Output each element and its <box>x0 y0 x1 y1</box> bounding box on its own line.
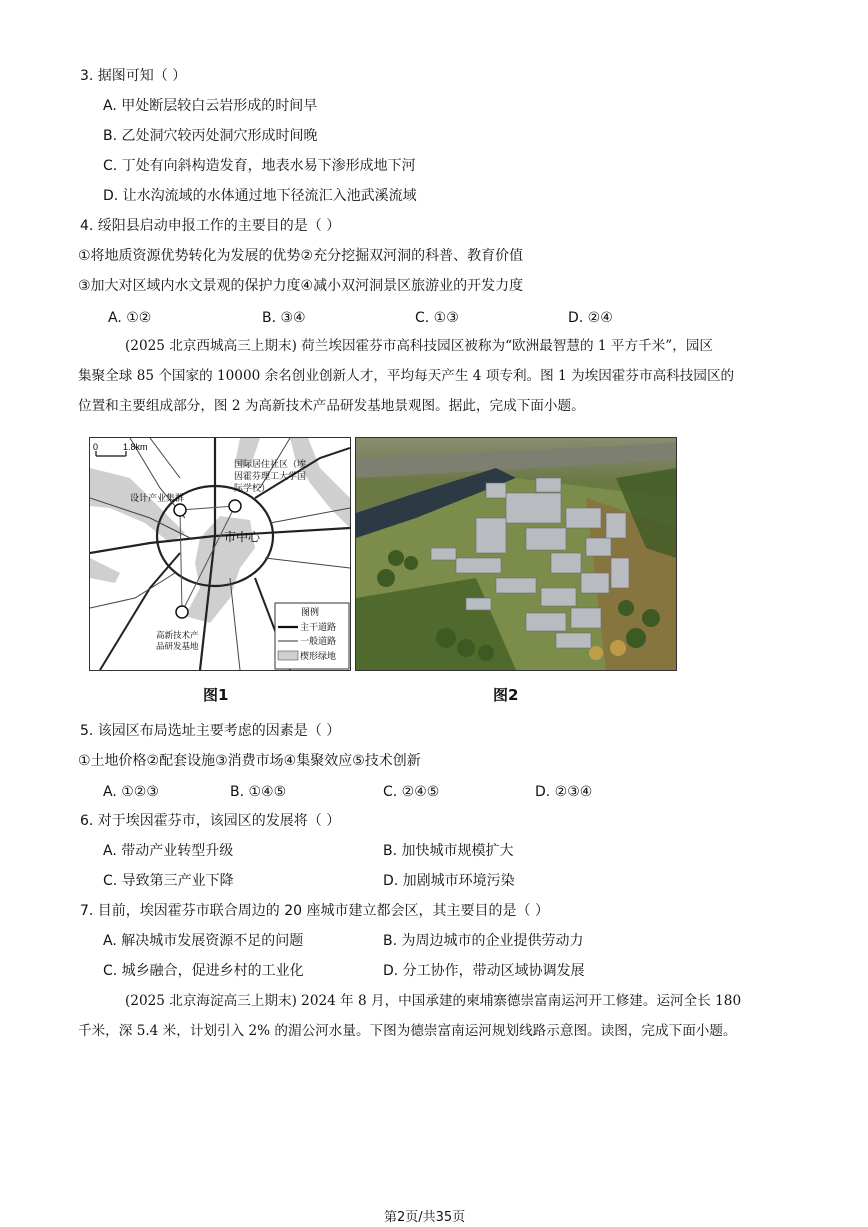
label-design: 设计产业集群 <box>130 494 185 504</box>
q4-option-d: D. ②④ <box>568 310 613 326</box>
q3-option-c: C. 丁处有向斜构造发育，地表水易下渗形成地下河 <box>103 158 416 174</box>
q3-stem: 3. 据图可知（ ） <box>80 68 187 84</box>
page-number: 第2页/共35页 <box>384 1210 466 1225</box>
legend-main-road: 主干道路 <box>300 623 337 633</box>
q4-option-c: C. ①③ <box>415 310 459 326</box>
figure-1-caption: 图1 <box>203 686 229 704</box>
q3-option-a: A. 甲处断层较白云岩形成的时间早 <box>103 98 318 114</box>
label-rd-2: 品研发基地 <box>156 642 199 652</box>
map-svg <box>90 438 350 670</box>
legend-green: 楔形绿地 <box>300 652 337 662</box>
q5-option-d: D. ②③④ <box>535 784 593 800</box>
q7-option-c: C. 城乡融合，促进乡村的工业化 <box>103 963 304 979</box>
green-wedge-west <box>90 468 185 543</box>
passage1-line3: 位置和主要组成部分，图 2 为高新技术产品研发基地景观图。据此，完成下面小题。 <box>78 398 585 414</box>
figure-1-map <box>89 437 351 671</box>
green-wedge-southwest <box>90 558 120 583</box>
passage2-line2: 千米，深 5.4 米，计划引入 2% 的湄公河水量。下图为德崇富南运河规划线路示意图。读图，完成下面小题。 <box>78 1023 737 1039</box>
q7-option-b: B. 为周边城市的企业提供劳动力 <box>383 933 584 949</box>
q5-items: ①土地价格②配套设施③消费市场④集聚效应⑤技术创新 <box>78 753 421 769</box>
q6-option-d: D. 加剧城市环境污染 <box>383 873 515 889</box>
road-5 <box>265 558 350 568</box>
road-7 <box>150 438 180 478</box>
figure-2-caption: 图2 <box>493 686 519 704</box>
q7-stem: 7. 目前，埃因霍芬市联合周边的 20 座城市建立都会区，其主要目的是（ ） <box>80 903 549 919</box>
intl-community-marker <box>229 500 241 512</box>
q4-option-a: A. ①② <box>108 310 152 326</box>
q4-items-1: ①将地质资源优势转化为发展的优势②充分挖掘双河洞的科普、教育价值 <box>78 248 524 264</box>
aerial-photo-svg <box>356 438 676 670</box>
building-1 <box>506 493 561 523</box>
q5-option-a: A. ①②③ <box>103 784 159 800</box>
design-cluster-marker <box>174 504 186 516</box>
label-rd-1: 高新技术产 <box>156 631 199 641</box>
road-4 <box>230 578 240 670</box>
q4-stem: 4. 绥阳县启动申报工作的主要目的是（ ） <box>80 218 341 234</box>
q4-option-b: B. ③④ <box>262 310 306 326</box>
q3-option-d: D. 让水沟流域的水体通过地下径流汇入池武溪流域 <box>103 188 417 204</box>
link-line-1 <box>180 506 235 510</box>
q6-stem: 6. 对于埃因霍芬市，该园区的发展将（ ） <box>80 813 341 829</box>
legend-road: 一般道路 <box>300 637 337 647</box>
q5-stem: 5. 该园区布局选址主要考虑的因素是（ ） <box>80 723 341 739</box>
passage1-line1: (2025 北京西城高三上期末) 荷兰埃因霍芬市高科技园区被称为“欧洲最智慧的 1 平方千米”，园区 <box>125 338 713 354</box>
label-center: 市中心 <box>224 530 261 544</box>
link-line-2 <box>180 510 182 612</box>
scale-zero: 0 <box>93 442 99 452</box>
legend-green-swatch <box>278 651 298 660</box>
label-intl-2: 因霍芬理工大学国 <box>234 472 307 482</box>
passage2-line1: (2025 北京海淀高三上期末) 2024 年 8 月，中国承建的柬埔寨德崇富南运河开工修建。运河全长 180 <box>125 993 742 1009</box>
q7-option-a: A. 解决城市发展资源不足的问题 <box>103 933 304 949</box>
scale-label: 1.8km <box>123 442 148 452</box>
label-intl-3: 际学校） <box>234 484 271 494</box>
passage1-line2: 集聚全球 85 个国家的 10000 余名创业创新人才，平均每天产生 4 项专利。图 1 为埃因霍芬市高科技园区的 <box>78 368 735 384</box>
q6-option-a: A. 带动产业转型升级 <box>103 843 234 859</box>
q7-option-d: D. 分工协作，带动区域协调发展 <box>383 963 585 979</box>
q6-option-c: C. 导致第三产业下降 <box>103 873 234 889</box>
q3-option-b: B. 乙处洞穴较丙处洞穴形成时间晚 <box>103 128 318 144</box>
q4-items-2: ③加大对区域内水文景观的保护力度④减小双河洞景区旅游业的开发力度 <box>78 278 524 294</box>
q6-option-b: B. 加快城市规模扩大 <box>383 843 514 859</box>
label-intl-1: 国际居住社区（埃 <box>234 460 307 470</box>
q5-option-b: B. ①④⑤ <box>230 784 287 800</box>
figure-2-aerial-photo <box>355 437 677 671</box>
legend-title: 图例 <box>301 608 320 618</box>
q5-option-c: C. ②④⑤ <box>383 784 440 800</box>
rd-base-marker <box>176 606 188 618</box>
